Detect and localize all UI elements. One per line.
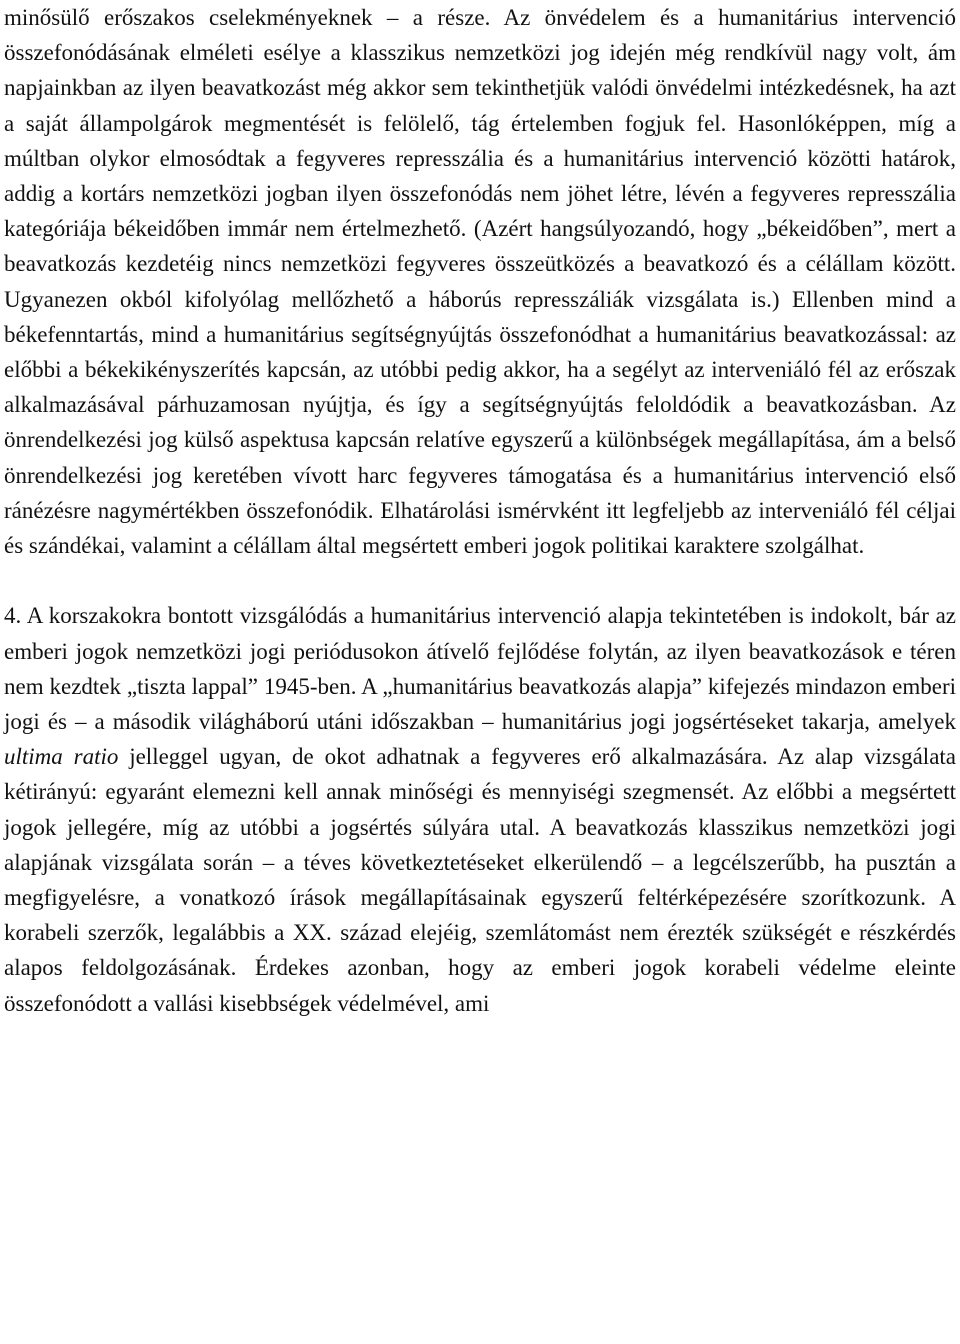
- paragraph-1-sentence: Ellenben mind a békefenntartás, mind a humanitárius segítségnyújtás összefonódhat a humanitárius beavatkozással: az előbbi a békekikényszerítés kapcsán, az utóbbi pedig akkor, ha a segélyt az interveniáló fél az erőszak alkalmazásával párhuzamosan nyújtja, és így a segítségnyújtás feloldódik a beavatkozásban.: [4, 286, 956, 418]
- paragraph-2-text: 4. A korszakokra bontott vizsgálódás a humanitárius intervenció alapja tekintetében is indokolt, bár az emberi jogok nemzetközi jogi periódusokon átívelő fejlődése folytán, az ilyen beavatkozások e téren nem kezdtek „tiszta lappal” 1945-ben. A „humanitárius beavatkozás alapja” kifejezés mindazon emberi jogi és – a második világháború utáni időszakban – humanitárius jogi jogsértéseket takarja, amelyek: [4, 603, 956, 735]
- paragraph-1-sentence: Elhatárolási ismérvként itt legfeljebb az interveniáló fél céljai és szándékai, valamint a célállam által megsértett emberi jogok politikai karaktere szolgálhat.: [4, 497, 957, 559]
- paragraph-2-text: jelleggel ugyan, de okot adhatnak a fegyveres erő alkalmazására. Az alap vizsgálata kétirányú: egyaránt elemezni kell annak minőségi és mennyiségi szegmensét. Az előbbi a megsértett jogok jellegére, míg az utóbbi a jogsértés súlyára utal. A beavatkozás klasszikus nemzetközi jogi alapjának vizsgálata során – a téves következtetéseket elkerülendő – a legcélszerűbb, ha pusztán a megfigyelésre, a vonatkozó írások megállapításainak egyszerű feltérképezésére szorítkozunk. A korabeli szerzők, legalábbis a XX. század elejéig, szemlátomást nem érezték szükségét e részkérdés alapos feldolgozásának. Érdekes azonban, hogy az emberi jogok korabeli védelme eleinte összefonódott a vallási kisebbségek védelmével, ami: [4, 744, 957, 1016]
- paragraph-1-sentence: Hasonlóképpen, míg a múltban olykor elmosódtak a fegyveres represszália és a humanitárius intervenció közötti határok, addig a kortárs nemzetközi jogban ilyen összefonódás nem jöhet létre, lévén a fegyveres represszália kategóriája békeidőben immár nem értelmezhető.: [4, 110, 956, 242]
- paragraph-1-sentence: Az önvédelem és a humanitárius intervenció összefonódásának elméleti esélye a klasszikus nemzetközi jog idején még rendkívül nagy volt, ám napjainkban az ilyen beavatkozást még akkor sem tekinthetjük valódi önvédelmi intézkedésnek, ha azt a saját állampolgárok megmentését is felölelő, tág értelemben fogjuk fel.: [4, 5, 957, 136]
- paragraph-1-sentence: (Azért hangsúlyozandó, hogy „békeidőben”, mert a beavatkozás kezdetéig nincs nemzetközi fegyveres összeütközés a beavatkozó és a célállam között.: [4, 216, 956, 277]
- paragraph-1-sentence: minősülő erőszakos cselekményeknek – a része.: [4, 5, 504, 30]
- paragraph-2: [4, 598, 956, 1020]
- paragraph-1-sentence: Az önrendelkezési jog külső aspektusa kapcsán relatíve egyszerű a különbségek megállapítása, ám a belső önrendelkezési jog keretében vívott harc fegyveres támogatása és a humanitárius intervenció első ránézésre nagymértékben összefonódik.: [4, 392, 956, 523]
- paragraph-1-sentence: Ugyanezen okból kifolyólag mellőzhető a háborús represszáliák vizsgálata is.): [4, 286, 792, 312]
- italic-term: ultima ratio: [4, 744, 119, 770]
- paragraph-spacer: [4, 563, 956, 598]
- paragraph-1: [4, 0, 956, 563]
